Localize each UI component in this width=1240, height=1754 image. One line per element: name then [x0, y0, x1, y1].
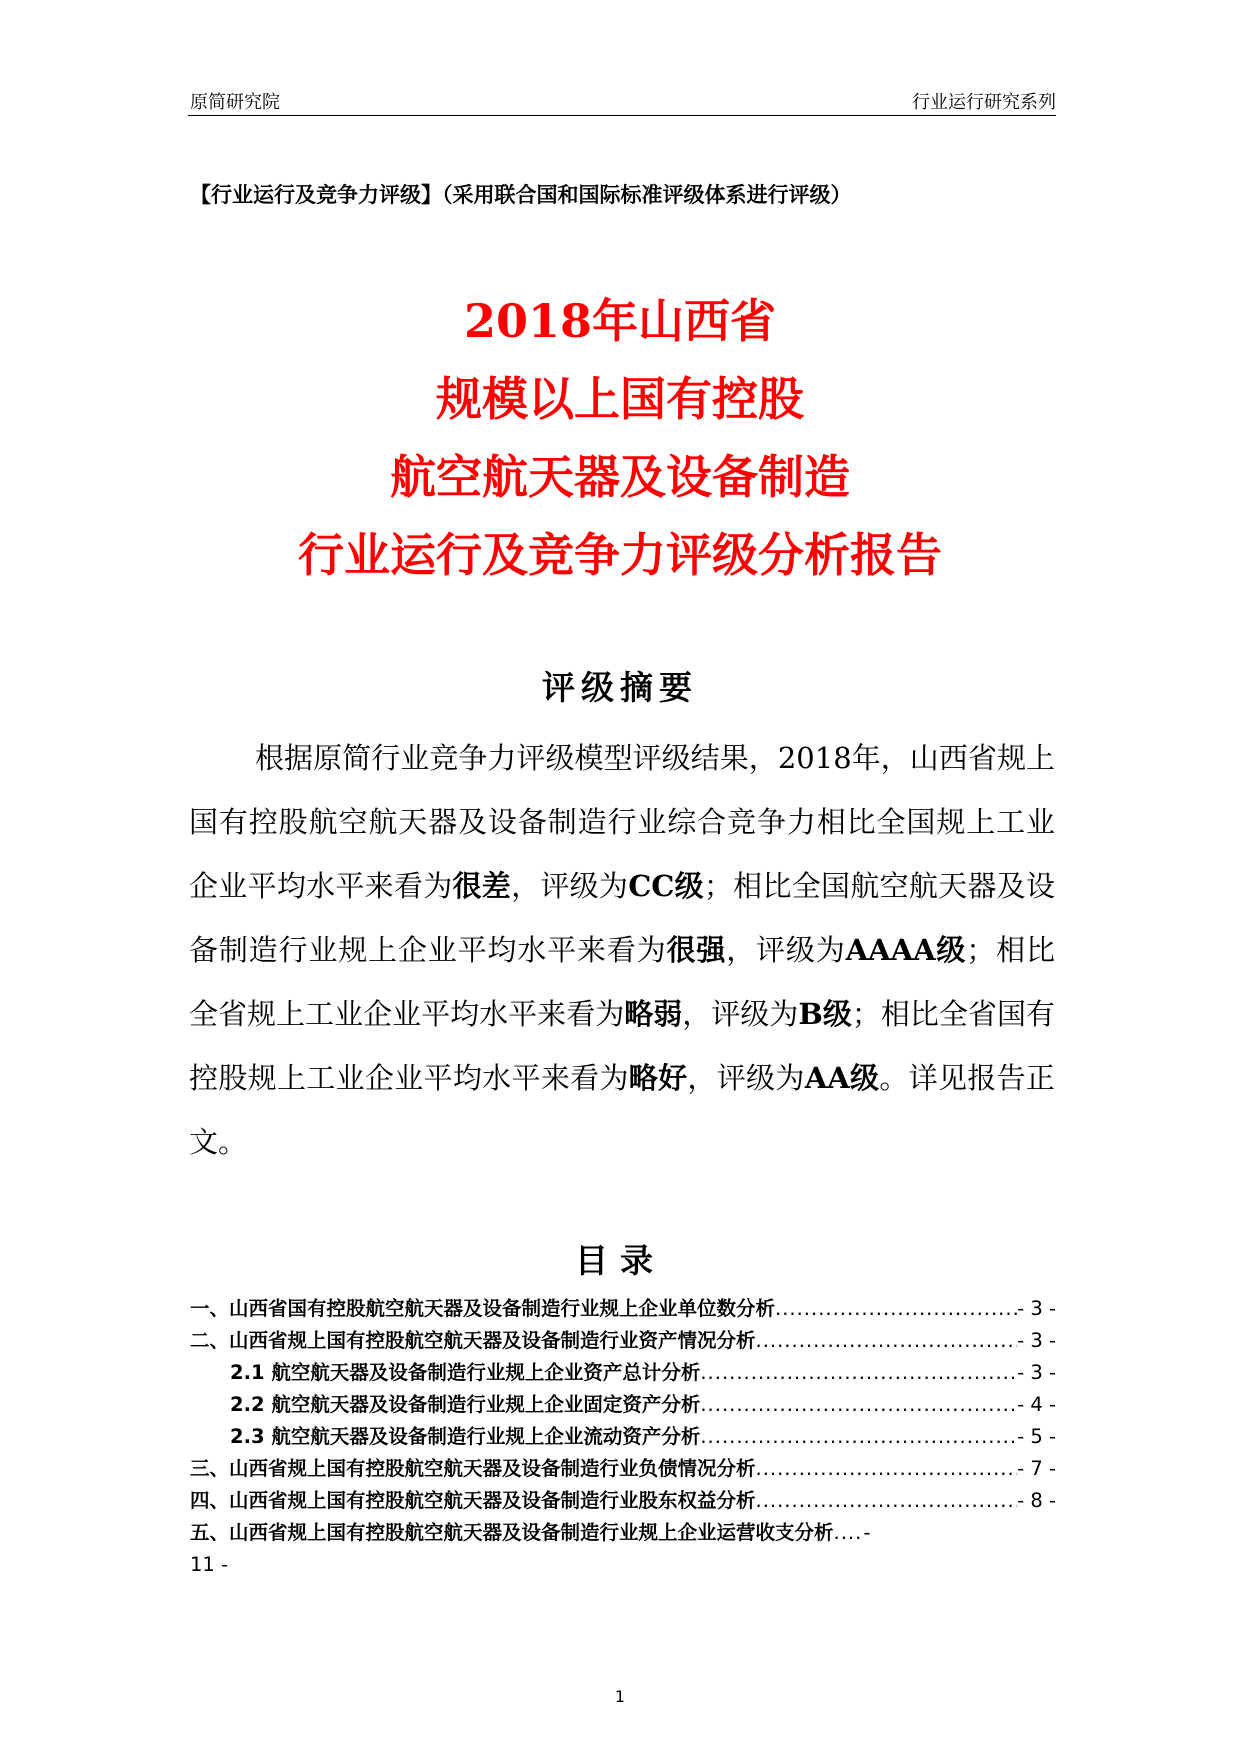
summary-heading: 评级摘要	[542, 668, 698, 707]
summary-highlight: AA级	[804, 1061, 880, 1095]
summary-highlight: CC级	[628, 869, 704, 903]
summary-highlight: 很差	[452, 869, 512, 903]
summary-highlight: AAAA级	[845, 933, 967, 967]
rating-tagline: 【行业运行及竞争力评级】（采用联合国和国际标准评级体系进行评级）	[190, 183, 852, 207]
toc-entry-page: - 3 -	[1017, 1297, 1056, 1320]
table-of-contents	[190, 1293, 1056, 1581]
toc-entry-page: - 8 -	[1017, 1489, 1056, 1512]
toc-entry-label: 2.3 航空航天器及设备制造行业规上企业流动资产分析	[230, 1425, 701, 1448]
toc-subentry[interactable]	[190, 1421, 1056, 1453]
toc-entry[interactable]	[190, 1293, 1056, 1325]
summary-highlight: 略弱	[624, 997, 683, 1031]
header-series: 行业运行研究系列	[912, 92, 1056, 113]
header-org: 原简研究院	[190, 92, 280, 113]
toc-entry[interactable]	[190, 1453, 1056, 1485]
header-rule	[188, 115, 1056, 116]
title-line-2: 规模以上国有控股	[436, 372, 804, 426]
toc-entry-label: 四、山西省规上国有控股航空航天器及设备制造行业股东权益分析	[190, 1489, 756, 1512]
toc-subentry[interactable]	[190, 1389, 1056, 1421]
summary-text: ，评级为	[511, 869, 629, 903]
toc-entry-label: 2.1 航空航天器及设备制造行业规上企业资产总计分析	[230, 1361, 701, 1384]
toc-entry[interactable]	[190, 1517, 1056, 1549]
toc-entry-page: - 4 -	[1017, 1393, 1056, 1416]
toc-leader	[700, 1389, 1017, 1421]
toc-entry-page: - 3 -	[1017, 1329, 1056, 1352]
toc-entry-label: 五、山西省规上国有控股航空航天器及设备制造行业规上企业运营收支分析	[190, 1521, 834, 1544]
toc-entry[interactable]	[190, 1325, 1056, 1357]
summary-text: ，评级为	[726, 933, 846, 967]
toc-entry-label: 一、山西省国有控股航空航天器及设备制造行业规上企业单位数分析	[190, 1297, 776, 1320]
toc-leader	[700, 1357, 1017, 1389]
toc-leader	[756, 1453, 1018, 1485]
report-title	[0, 282, 1240, 594]
summary-text: ；相比全省国有控股规上工业企业平均水平来看为	[189, 997, 1055, 1095]
summary-highlight: 略好	[628, 1061, 688, 1095]
toc-subentry[interactable]	[190, 1357, 1056, 1389]
summary-text: 根据原简行业竞争力评级模型评级结果，2018年，山西省规上国有控股航空航天器及设备制造行业综合竞争力相比全国规上工业企业平均水平来看为	[189, 741, 1055, 903]
toc-entry-label: 三、山西省规上国有控股航空航天器及设备制造行业负债情况分析	[190, 1457, 756, 1480]
toc-leader	[775, 1293, 1017, 1325]
toc-entry-page: - 3 -	[1017, 1361, 1056, 1384]
summary-text: 。详见报告正文。	[189, 1061, 1055, 1159]
title-line-1: 2018年山西省	[463, 294, 777, 348]
summary-text: ，评级为	[682, 997, 799, 1031]
toc-entry[interactable]	[190, 1485, 1056, 1517]
title-line-3: 航空航天器及设备制造	[390, 450, 850, 504]
toc-entry-page-continued: 11 -	[190, 1553, 229, 1576]
summary-text: ；相比全省规上工业企业平均水平来看为	[189, 933, 1055, 1031]
summary-highlight: 很强	[666, 933, 727, 967]
toc-heading: 目录	[575, 1241, 665, 1280]
summary-paragraph	[189, 726, 1055, 1174]
page-number: 1	[614, 1687, 626, 1706]
toc-leader	[700, 1421, 1017, 1453]
toc-entry-label: 二、山西省规上国有控股航空航天器及设备制造行业资产情况分析	[190, 1329, 756, 1352]
summary-text: ；相比全国航空航天器及设备制造行业规上企业平均水平来看为	[189, 869, 1055, 967]
toc-leader	[756, 1325, 1018, 1357]
summary-text: ，评级为	[687, 1061, 805, 1095]
title-line-4: 行业运行及竞争力评级分析报告	[298, 528, 942, 582]
toc-leader	[756, 1485, 1018, 1517]
toc-entry-page-prefix: -	[863, 1521, 871, 1544]
summary-highlight: B级	[798, 997, 852, 1031]
toc-entry-label: 2.2 航空航天器及设备制造行业规上企业固定资产分析	[230, 1393, 701, 1416]
toc-leader	[834, 1517, 864, 1549]
toc-entry-page: - 5 -	[1017, 1425, 1056, 1448]
toc-entry-page: - 7 -	[1017, 1457, 1056, 1480]
